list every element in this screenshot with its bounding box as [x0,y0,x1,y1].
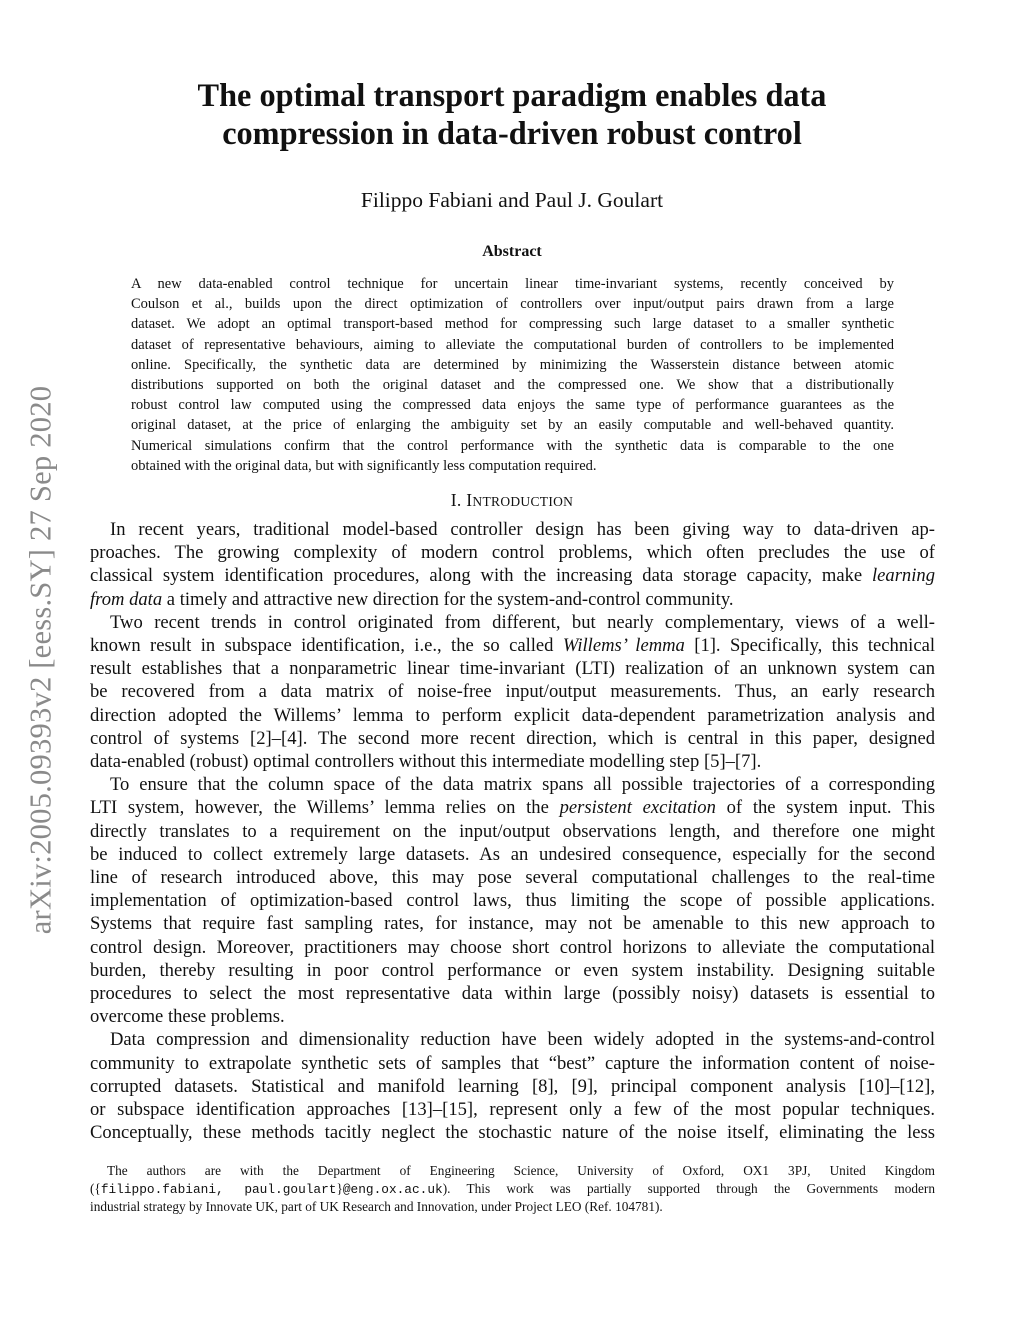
abstract-line: online. Specifically, the synthetic data are determined by minimizing the Wasserstein distance between atomic [131,356,894,373]
abstract-line: dataset. We adopt an optimal transport-based method for compressing such large dataset to a smaller synthetic [131,316,894,333]
arxiv-identifier-stamp: arXiv:2005.09393v2 [eess.SY] 27 Sep 2020 [23,385,58,935]
text-line [90,796,935,819]
abstract-line: A new data-enabled control technique for uncertain linear time-invariant systems, recently conceived by [131,276,894,292]
footnote-line: The authors are with the Department of Engineering Science, University of Oxford, OX1 3PJ, United Kingdom [107,1163,935,1178]
abstract-body [131,274,894,476]
author-emails: filippo.fabiani, paul.goulart [100,1181,337,1197]
text-line: line of research introduced above, this may pose several computational challenges to the real-time [90,867,935,889]
text-line: implementation of optimization-based control laws, thus limiting the scope of possible applications. [90,890,935,912]
email-domain: @eng.ox.ac.uk [342,1181,443,1197]
paragraph [90,1028,935,1144]
footnote-line: industrial strategy by Innovate UK, part of UK Research and Innovation, under Project LEO (Ref. 104781). [90,1199,663,1214]
text-line: data-enabled (robust) optimal controllers without this intermediate modelling step [5]–[7]. [90,751,762,773]
abstract-heading: Abstract [482,243,542,260]
paragraph [90,518,935,611]
title-line-1: The optimal transport paradigm enables data [197,77,827,113]
footnote-line [90,1180,935,1199]
author-footnote [90,1162,935,1216]
text-line: be recovered from a data matrix of noise-free input/output measurements. Thus, an early research [90,681,935,703]
abstract-line: distributions supported on both the original dataset and the compressed one. We show that a distributionally [131,377,894,394]
text-line: burden, thereby resulting in poor control performance or even system instability. Designing suitable [90,959,935,981]
text-line: overcome these problems. [90,1006,285,1028]
text-line: or subspace identification approaches [13]–[15], represent only a few of the most popular techniques. [90,1099,935,1121]
text-line [90,564,935,587]
title-line-2: compression in data-driven robust control [222,115,802,151]
section-number: I. [450,490,462,510]
emphasis-persistent-excitation: persistent excitation [559,797,716,819]
abstract-line: dataset of representative behaviours, aiming to alleviate the computational burden of controllers to be implemented [131,336,894,353]
text-line: Two recent trends in control originated from different, but nearly complementary, views of a well- [110,611,935,633]
text-line: proaches. The growing complexity of modern control problems, which often precludes the use of [90,542,935,564]
text-segment: [1]. Specifically, this technical [684,635,935,657]
text-line: directly translates to a requirement on the input/output observations length, and therefore one might [90,820,935,842]
text-segment: known result in subspace identification, i.e., the so called [90,635,563,657]
text-line: To ensure that the column space of the data matrix spans all possible trajectories of a corresponding [110,774,935,796]
text-line: be induced to collect extremely large datasets. As an undesired consequence, especially for the second [90,843,935,865]
emphasis-from-data: from data [90,588,163,610]
text-line: control design. Moreover, practitioners may choose short control horizons to alleviate the computational [90,936,935,958]
abstract-line: Numerical simulations confirm that the control performance with the synthetic data is comparable to the one [131,437,894,454]
text-line [90,634,935,657]
footnote-bracket-close: } [336,1180,343,1196]
paragraph [90,611,935,773]
text-segment: classical system identification procedures, along with the increasing data storage capacity, make [90,565,872,587]
footnote-bracket-open: ({ [90,1180,101,1196]
section-title-initial: I [466,490,473,510]
text-segment: a timely and attractive new direction for the system-and-control community. [162,588,734,610]
text-line: community to extrapolate synthetic sets of samples that “best” capture the information content of noise- [90,1052,935,1074]
text-line: Conceptually, these methods tacitly neglect the stochastic nature of the noise itself, eliminating the less [90,1122,935,1144]
paper-title [90,76,934,152]
section-heading-introduction [90,489,934,513]
text-line: direction adopted the Willems’ lemma to perform explicit data-dependent parametrization analysis and [90,704,935,726]
text-line: Systems that require fast sampling rates, for instance, may not be amenable to this new approach to [90,913,935,935]
text-line: control of systems [2]–[4]. The second more recent direction, which is central in this paper, designed [90,727,935,749]
author-list: Filippo Fabiani and Paul J. Goulart [360,188,664,212]
footnote-segment: ). This work was partially supported through the Governments modern [442,1180,935,1196]
text-line: Data compression and dimensionality reduction have been widely adopted in the systems-and-control [110,1029,935,1051]
text-segment: of the system input. This [715,797,935,819]
paragraph [90,773,935,1028]
section-title-rest: NTRODUCTION [472,494,574,509]
abstract-line: Coulson et al., builds upon the direct optimization of controllers over input/output pairs drawn from a large [131,296,894,313]
abstract-line: original dataset, at the price of enlarging the ambiguity set by an easily computable and well-behaved quantity. [131,417,894,434]
text-segment: LTI system, however, the Willems’ lemma relies on the [90,797,560,819]
text-line: result establishes that a nonparametric linear time-invariant (LTI) realization of an unknown system can [90,658,935,680]
emphasis-willems-lemma: Willems’ lemma [562,635,685,657]
text-line [90,588,935,611]
emphasis-learning: learning [871,565,935,587]
text-line: corrupted datasets. Statistical and manifold learning [8], [9], principal component analysis [10]–[12], [90,1075,935,1097]
abstract-line: robust control law computed using the compressed data enjoys the same type of performance guarantees as the [131,397,894,414]
introduction-body [90,518,935,1144]
abstract-line: obtained with the original data, but with significantly less computation required. [131,457,597,474]
text-line: In recent years, traditional model-based controller design has been giving way to data-driven ap- [110,519,935,540]
text-line: procedures to select the most representative data within large (possibly noisy) datasets is essential to [90,983,935,1005]
